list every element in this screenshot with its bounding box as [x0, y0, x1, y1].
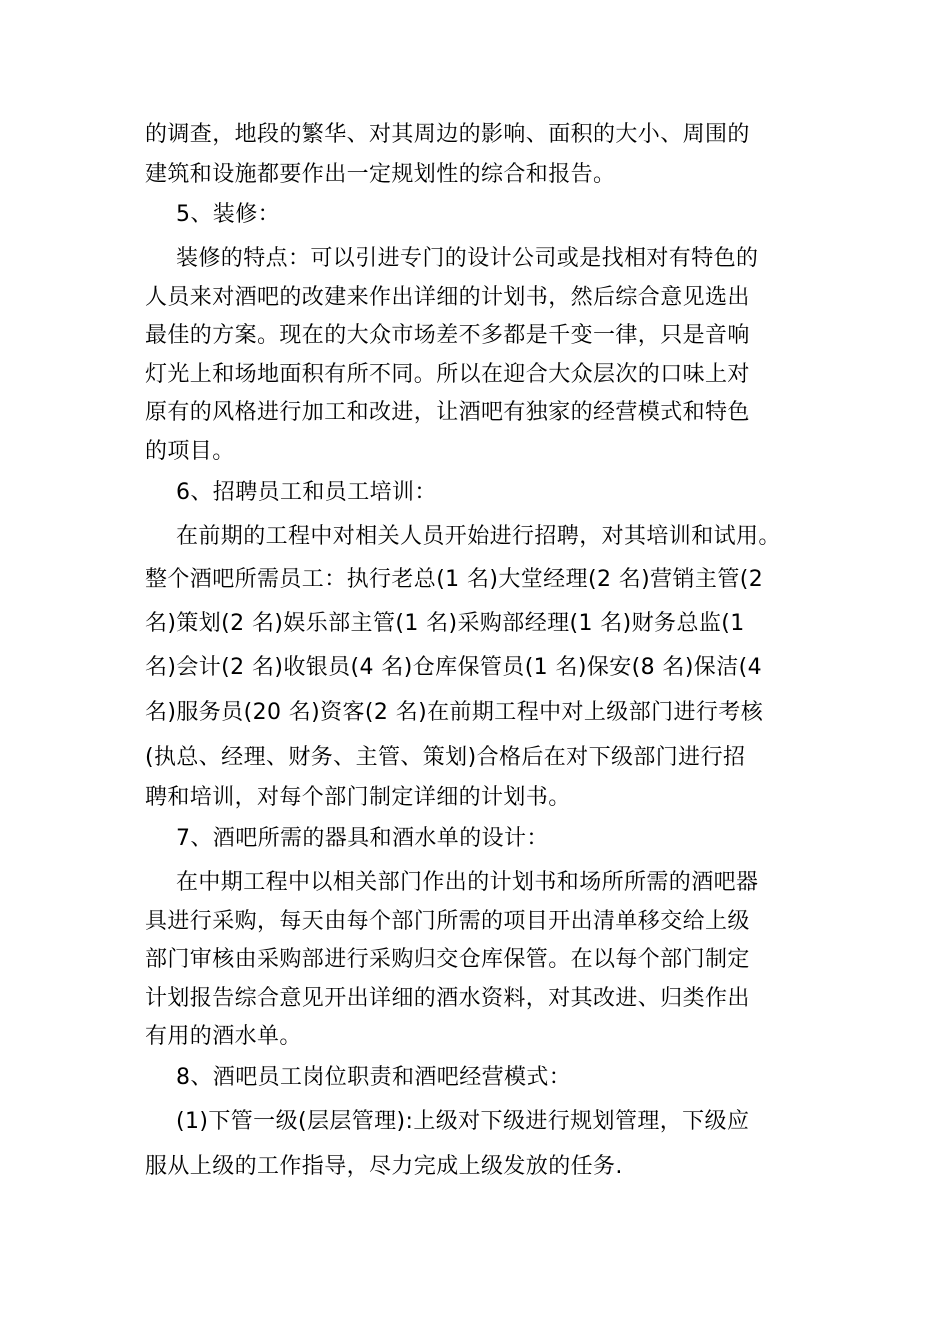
section-heading-6: 6、招聘员工和员工培训：: [176, 480, 437, 505]
body-text-line: 部门审核由采购部进行采购归交仓库保管。在以每个部门制定: [145, 947, 750, 972]
body-text-line: 装修的特点：可以引进专门的设计公司或是找相对有特色的: [176, 246, 759, 271]
section-heading-8: 8、酒吧员工岗位职责和酒吧经营模式：: [176, 1065, 572, 1090]
body-text-line: 最佳的方案。现在的大众市场差不多都是千变一律，只是音响: [145, 323, 750, 348]
body-text-line: 名)会计(2 名)收银员(4 名)仓库保管员(1 名)保安(8 名)保洁(4: [145, 655, 762, 680]
body-text-line: 具进行采购，每天由每个部门所需的项目开出清单移交给上级: [145, 909, 750, 934]
body-text-line: 有用的酒水单。: [145, 1024, 302, 1049]
body-text-line: 在前期的工程中对相关人员开始进行招聘，对其培训和试用。: [176, 524, 781, 549]
body-text-line: 名)策划(2 名)娱乐部主管(1 名)采购部经理(1 名)财务总监(1: [145, 611, 745, 636]
body-text-line: 名)服务员(20 名)资客(2 名)在前期工程中对上级部门进行考核: [145, 700, 764, 725]
body-text-line: (1)下管一级(层层管理):上级对下级进行规划管理，下级应: [176, 1109, 750, 1134]
body-text-line: 人员来对酒吧的改建来作出详细的计划书，然后综合意见选出: [145, 285, 750, 310]
body-text-line: 聘和培训，对每个部门制定详细的计划书。: [145, 785, 571, 810]
section-heading-5: 5、装修：: [176, 202, 280, 227]
body-text-line: (执总、经理、财务、主管、策划)合格后在对下级部门进行招: [145, 745, 746, 770]
body-text-line: 在中期工程中以相关部门作出的计划书和场所所需的酒吧器: [176, 870, 759, 895]
body-text-line: 计划报告综合意见开出详细的酒水资料，对其改进、归类作出: [145, 986, 750, 1011]
body-text-line: 整个酒吧所需员工：执行老总(1 名)大堂经理(2 名)营销主管(2: [145, 567, 764, 592]
body-text-line: 原有的风格进行加工和改进，让酒吧有独家的经营模式和特色: [145, 400, 750, 425]
body-text-line: 服从上级的工作指导，尽力完成上级发放的任务.: [145, 1154, 623, 1179]
body-text-line: 灯光上和场地面积有所不同。所以在迎合大众层次的口味上对: [145, 362, 750, 387]
body-text-line: 建筑和设施都要作出一定规划性的综合和报告。: [145, 162, 616, 187]
body-text-line: 的调查，地段的繁华、对其周边的影响、面积的大小、周围的: [145, 122, 750, 147]
section-heading-7: 7、酒吧所需的器具和酒水单的设计：: [176, 826, 549, 851]
body-text-line: 的项目。: [145, 439, 235, 464]
